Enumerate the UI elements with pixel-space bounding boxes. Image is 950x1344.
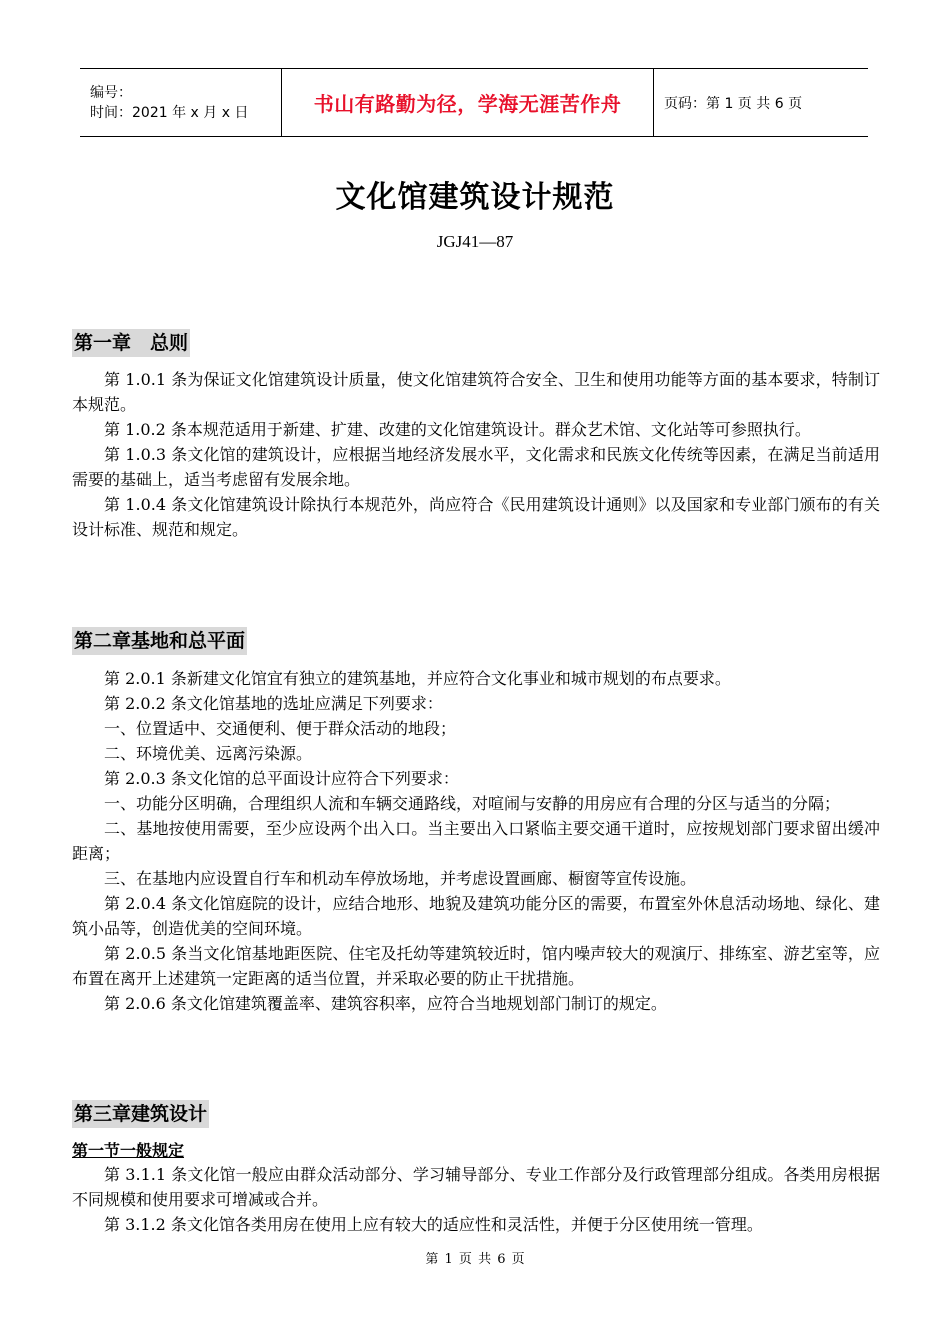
footer-di: 第 — [425, 1252, 439, 1267]
footer-ye2: 页 — [511, 1252, 525, 1267]
paragraph: 第 1.0.2 条本规范适用于新建、扩建、改建的文化馆建筑设计。群众艺术馆、文化站等可参照执行。 — [104, 420, 811, 439]
paragraph: 三、在基地内应设置自行车和机动车停放场地，并考虑设置画廊、橱窗等宣传设施。 — [104, 869, 697, 888]
chapter-1-title: 第一章 总则 — [72, 329, 190, 357]
chapter-3-title: 第三章建筑设计 — [72, 1100, 209, 1128]
footer-total-pages: 6 — [497, 1252, 506, 1267]
paragraph: 第 1.0.4 条文化馆建筑设计除执行本规范外，尚应符合《民用建筑设计通则》以及国家和专业部门颁布的有关设计标准、规范和规定。 — [72, 495, 880, 539]
page-footer — [0, 1248, 950, 1267]
footer-page-number: 1 — [444, 1252, 453, 1267]
chapter-1-body — [72, 367, 880, 542]
document-code: JGJ41—87 — [436, 232, 514, 251]
page-header — [80, 68, 868, 137]
paragraph: 第 1.0.3 条文化馆的建筑设计，应根据当地经济发展水平，文化需求和民族文化传统等因素，在满足当前适用需要的基础上，适当考虑留有发展余地。 — [72, 445, 880, 489]
header-page-label: 页码：第 1 页 共 6 页 — [664, 95, 803, 112]
paragraph: 第 2.0.6 条文化馆建筑覆盖率、建筑容积率，应符合当地规划部门制订的规定。 — [104, 994, 667, 1013]
chapter-3-body — [72, 1162, 880, 1237]
paragraph: 第 1.0.1 条为保证文化馆建筑设计质量，使文化馆建筑符合安全、卫生和使用功能等方面的基本要求，特制订本规范。 — [72, 370, 880, 414]
header-meta — [80, 69, 282, 136]
header-motto: 书山有路勤为径，学海无涯苦作舟 — [313, 92, 622, 116]
footer-ye: 页 — [458, 1252, 472, 1267]
paragraph: 第 2.0.3 条文化馆的总平面设计应符合下列要求： — [104, 769, 459, 788]
paragraph: 第 2.0.2 条文化馆基地的选址应满足下列要求： — [104, 694, 443, 713]
document-title: 文化馆建筑设计规范 — [335, 180, 615, 215]
header-time-label: 时间：2021 年 x 月 x 日 — [90, 104, 249, 121]
chapter-2-body — [72, 666, 880, 1016]
paragraph: 二、环境优美、远离污染源。 — [104, 744, 313, 763]
section-1-title: 第一节一般规定 — [72, 1141, 185, 1160]
paragraph: 第 2.0.4 条文化馆庭院的设计，应结合地形、地貌及建筑功能分区的需要，布置室外休息活动场地、绿化、建筑小品等，创造优美的空间环境。 — [72, 894, 880, 938]
chapter-2-title: 第二章基地和总平面 — [72, 627, 247, 655]
paragraph: 一、位置适中、交通便利、便于群众活动的地段； — [104, 719, 457, 738]
header-page-cell — [654, 69, 868, 136]
paragraph: 第 3.1.2 条文化馆各类用房在使用上应有较大的适应性和灵活性，并便于分区使用统一管理。 — [104, 1215, 763, 1234]
header-number-label: 编号： — [90, 84, 132, 101]
paragraph: 第 2.0.5 条当文化馆基地距医院、住宅及托幼等建筑较近时，馆内噪声较大的观演厅、排练室、游艺室等，应布置在离开上述建筑一定距离的适当位置，并采取必要的防止干扰措施。 — [72, 944, 880, 988]
header-motto-cell — [282, 69, 654, 136]
footer-gong: 共 — [478, 1252, 492, 1267]
paragraph: 第 2.0.1 条新建文化馆宜有独立的建筑基地，并应符合文化事业和城市规划的布点要求。 — [104, 669, 731, 688]
paragraph: 一、功能分区明确，合理组织人流和车辆交通路线，对喧闹与安静的用房应有合理的分区与适当的分隔； — [104, 794, 841, 813]
paragraph: 第 3.1.1 条文化馆一般应由群众活动部分、学习辅导部分、专业工作部分及行政管理部分组成。各类用房根据不同规模和使用要求可增减或合并。 — [72, 1165, 880, 1209]
paragraph: 二、基地按使用需要，至少应设两个出入口。当主要出入口紧临主要交通干道时，应按规划部门要求留出缓冲距离； — [72, 819, 880, 863]
